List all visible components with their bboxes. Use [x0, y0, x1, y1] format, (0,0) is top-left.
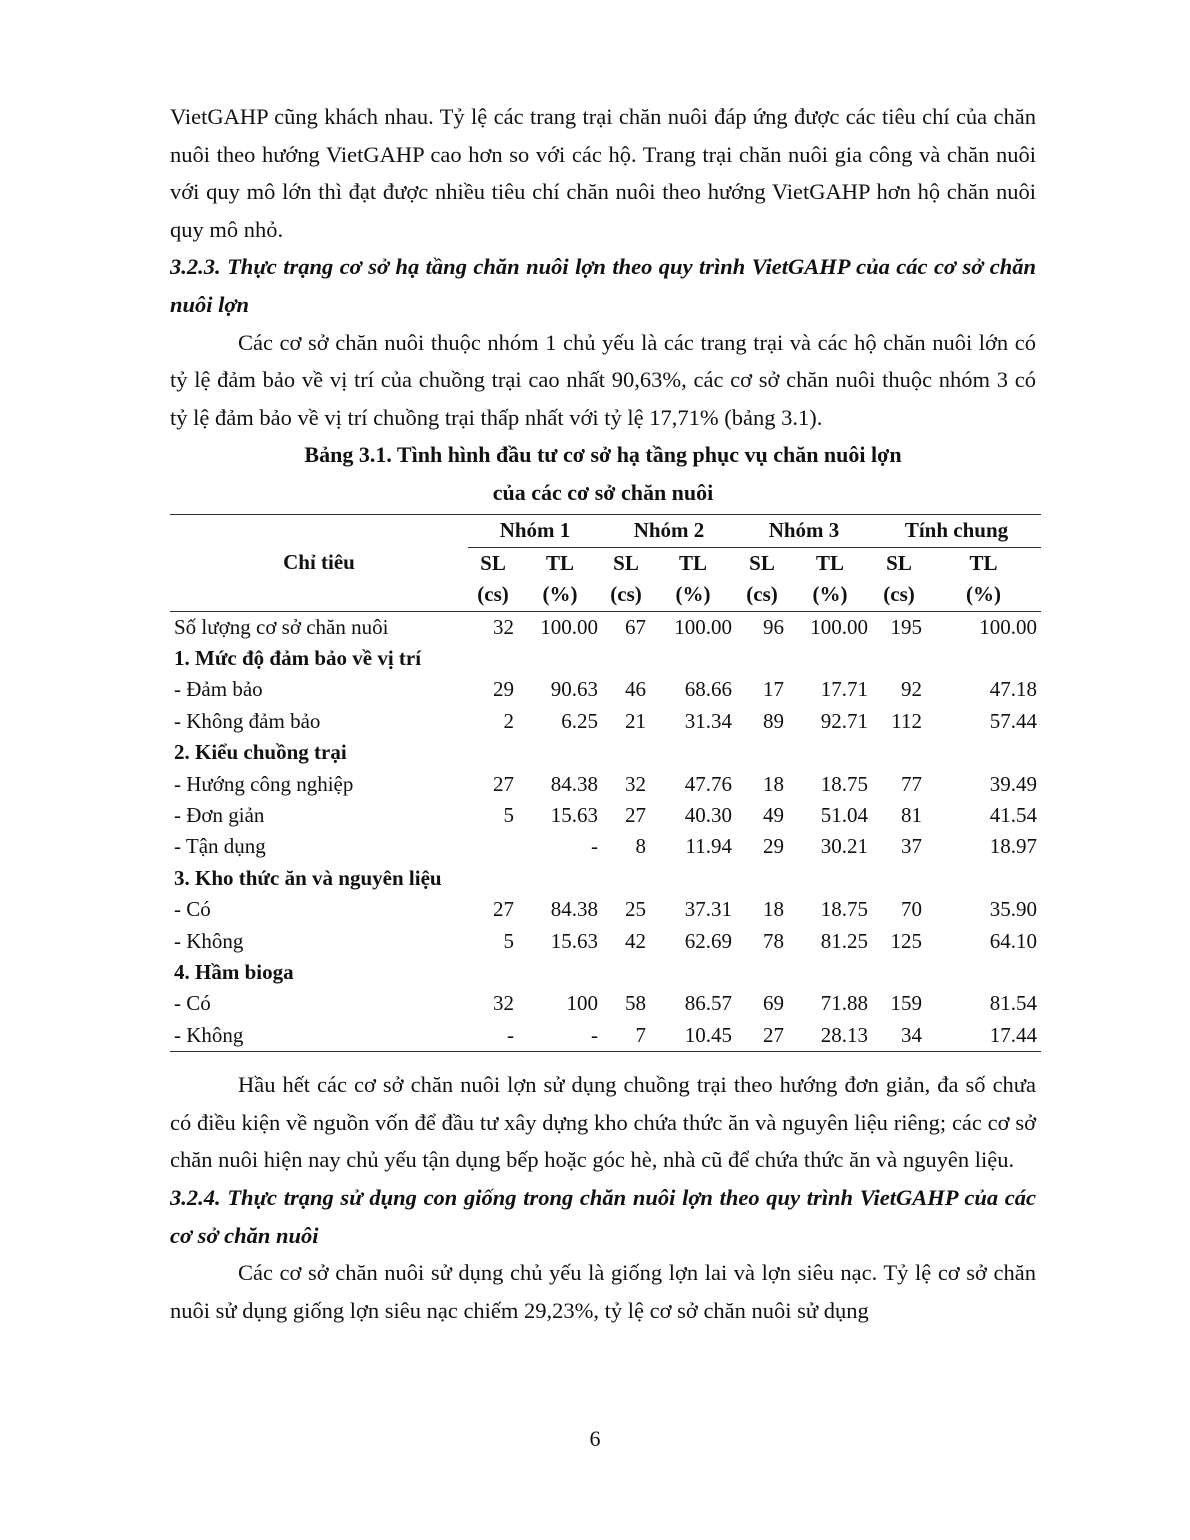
- section-heading-3-2-4: 3.2.4. Thực trạng sử dụng con giống trong chăn nuôi lợn theo quy trình VietGAHP của các cơ sở chăn nuôi: [170, 1185, 1036, 1248]
- cell-tl: 64.10: [989, 928, 1037, 953]
- row-label: Số lượng cơ sở chăn nuôi: [174, 614, 389, 639]
- header-unit-cs: (cs): [872, 579, 926, 611]
- cell-tl: 47.18: [989, 677, 1037, 702]
- table-row: [170, 1020, 1041, 1052]
- cell-sl: 70: [901, 897, 922, 922]
- cell-sl: 195: [890, 614, 922, 639]
- empty-cell: [602, 643, 650, 674]
- cell-tl: 84.38: [550, 771, 598, 796]
- header-sl: SL: [480, 550, 506, 575]
- table-row: [170, 926, 1041, 957]
- cell-sl: 46: [625, 677, 646, 702]
- header-tl: TL: [678, 550, 707, 575]
- cell-tl: 84.38: [550, 897, 598, 922]
- cell-tl: 40.30: [684, 803, 732, 827]
- cell-tl: 100.00: [810, 614, 868, 639]
- paragraph-after-table: Hầu hết các cơ sở chăn nuôi lợn sử dụng chuồng trại theo hướng đơn giản, đa số chưa có điều kiện về nguồn vốn để đầu tư xây dựng kho chứa thức ăn và nguyên liệu riêng; các cơ sở chăn nuôi hiện nay chủ yếu tận dụng bếp hoặc góc hè, nhà cũ để chứa thức ăn và nguyên liệu.: [170, 1072, 1036, 1173]
- cell-tl: 62.69: [684, 928, 732, 953]
- table-section-row: [170, 863, 1041, 894]
- cell-tl: 31.34: [684, 708, 732, 733]
- cell-sl: 92: [901, 677, 922, 702]
- cell-tl: 71.88: [820, 991, 868, 1016]
- row-label: - Đơn giản: [174, 803, 265, 827]
- empty-cell: [926, 643, 1041, 674]
- cell-tl: 81.25: [820, 928, 868, 953]
- header-group-total: Tính chung: [872, 515, 1041, 547]
- row-label: - Hướng công nghiệp: [174, 771, 354, 796]
- row-label: - Có: [174, 897, 211, 922]
- cell-sl: 32: [493, 991, 514, 1016]
- table-header-groups: [170, 515, 1041, 547]
- cell-sl: 27: [493, 897, 514, 922]
- cell-tl: 10.45: [684, 1022, 732, 1047]
- cell-sl: 37: [901, 834, 922, 859]
- cell-sl: 18: [763, 771, 784, 796]
- header-sl: SL: [613, 550, 639, 575]
- cell-sl: 69: [763, 991, 784, 1016]
- table-row: [170, 831, 1041, 862]
- header-tl: TL: [815, 550, 844, 575]
- cell-sl: 18: [763, 897, 784, 922]
- table-caption-line1: Bảng 3.1. Tình hình đầu tư cơ sở hạ tầng phục vụ chăn nuôi lợn: [304, 442, 902, 468]
- cell-sl: 96: [763, 614, 784, 639]
- cell-tl: 51.04: [820, 803, 868, 827]
- header-unit-cs: (cs): [736, 579, 788, 611]
- row-label: - Không: [174, 1022, 244, 1047]
- cell-sl: 5: [503, 928, 514, 953]
- empty-cell: [872, 863, 926, 894]
- cell-sl: 7: [635, 1022, 646, 1047]
- header-group-3: Nhóm 3: [736, 515, 872, 547]
- cell-tl: 92.71: [820, 708, 868, 733]
- table-row: [170, 769, 1041, 800]
- row-label: - Đảm bảo: [174, 677, 263, 702]
- row-label: - Không: [174, 928, 244, 953]
- empty-cell: [468, 863, 518, 894]
- cell-sl: 159: [890, 991, 922, 1016]
- cell-tl: 18.75: [820, 897, 868, 922]
- header-group-1: Nhóm 1: [468, 515, 602, 547]
- cell-tl: 47.76: [684, 771, 732, 796]
- header-unit-pct: (%): [518, 579, 602, 611]
- header-unit-cs: (cs): [602, 579, 650, 611]
- table-caption-line2: của các cơ sở chăn nuôi: [492, 480, 714, 506]
- cell-tl: 15.63: [550, 928, 598, 953]
- cell-tl: -: [591, 834, 598, 859]
- cell-tl: 57.44: [989, 708, 1037, 733]
- cell-sl: 112: [891, 708, 922, 733]
- cell-tl: 17.44: [989, 1022, 1037, 1047]
- cell-sl: 29: [763, 834, 784, 859]
- header-unit-cs: (cs): [468, 579, 518, 611]
- empty-cell: [518, 863, 602, 894]
- cell-sl: -: [507, 1022, 514, 1047]
- cell-tl: -: [591, 1022, 598, 1047]
- cell-sl: 81: [901, 803, 922, 827]
- section-heading-3-2-3: 3.2.3. Thực trạng cơ sở hạ tầng chăn nuôi lợn theo quy trình VietGAHP của các cơ sở chăn nuôi lợn: [170, 254, 1036, 317]
- empty-cell: [872, 643, 926, 674]
- empty-cell: [788, 863, 872, 894]
- cell-tl: 100.00: [674, 614, 732, 639]
- empty-cell: [736, 863, 788, 894]
- empty-cell: [926, 737, 1041, 768]
- cell-sl: 5: [503, 803, 514, 827]
- empty-cell: [788, 737, 872, 768]
- row-label: - Tận dụng: [174, 834, 266, 859]
- empty-cell: [602, 863, 650, 894]
- empty-cell: [602, 957, 650, 988]
- table-row: [170, 988, 1041, 1019]
- header-tl: TL: [545, 550, 574, 575]
- empty-cell: [518, 737, 602, 768]
- cell-sl: 27: [625, 803, 646, 827]
- header-unit-pct: (%): [788, 579, 872, 611]
- cell-tl: 35.90: [989, 897, 1037, 922]
- empty-cell: [518, 957, 602, 988]
- empty-cell: [602, 737, 650, 768]
- empty-cell: [736, 643, 788, 674]
- cell-sl: 89: [763, 708, 784, 733]
- section-label: 2. Kiểu chuồng trại: [174, 740, 347, 765]
- empty-cell: [926, 957, 1041, 988]
- cell-sl: 29: [493, 677, 514, 702]
- cell-tl: 86.57: [684, 991, 732, 1016]
- empty-cell: [518, 643, 602, 674]
- empty-cell: [650, 643, 736, 674]
- empty-cell: [650, 863, 736, 894]
- table-section-row: [170, 643, 1041, 674]
- header-sl: SL: [886, 550, 912, 575]
- header-tl: TL: [969, 550, 998, 575]
- cell-sl: 25: [625, 897, 646, 922]
- empty-cell: [468, 643, 518, 674]
- cell-tl: 15.63: [550, 803, 598, 827]
- cell-sl: 21: [625, 708, 646, 733]
- header-unit-pct: (%): [650, 579, 736, 611]
- cell-tl: 6.25: [561, 708, 598, 733]
- table-row: [170, 706, 1041, 737]
- cell-sl: 8: [635, 834, 646, 859]
- table-body: [170, 611, 1041, 1052]
- empty-cell: [926, 863, 1041, 894]
- cell-sl: 32: [625, 771, 646, 796]
- empty-cell: [468, 957, 518, 988]
- cell-sl: 125: [890, 928, 922, 953]
- document-page: [170, 98, 1036, 1329]
- cell-tl: 11.94: [685, 834, 732, 859]
- empty-cell: [736, 957, 788, 988]
- empty-cell: [788, 957, 872, 988]
- empty-cell: [872, 957, 926, 988]
- empty-cell: [736, 737, 788, 768]
- header-group-2: Nhóm 2: [602, 515, 736, 547]
- cell-sl: 17: [763, 677, 784, 702]
- empty-cell: [650, 737, 736, 768]
- cell-sl: 78: [763, 928, 784, 953]
- cell-tl: 90.63: [550, 677, 598, 702]
- empty-cell: [872, 737, 926, 768]
- cell-tl: 17.71: [820, 677, 868, 702]
- cell-sl: 49: [763, 803, 784, 827]
- cell-sl: 34: [901, 1022, 922, 1047]
- cell-tl: 100.00: [979, 614, 1037, 639]
- cell-sl: [468, 831, 518, 862]
- cell-tl: 100.00: [540, 614, 598, 639]
- row-label: - Không đảm bảo: [174, 708, 321, 733]
- section-label: 3. Kho thức ăn và nguyên liệu: [174, 865, 442, 890]
- empty-cell: [650, 957, 736, 988]
- paragraph-intro: VietGAHP cũng khách nhau. Tỷ lệ các trang trại chăn nuôi đáp ứng được các tiêu chí của chăn nuôi theo hướng VietGAHP cao hơn so với các hộ. Trang trại chăn nuôi gia công và chăn nuôi với quy mô lớn thì đạt được nhiều tiêu chí chăn nuôi theo hướng VietGAHP hơn hộ chăn nuôi quy mô nhỏ.: [170, 104, 1036, 242]
- header-unit-pct: (%): [926, 579, 1041, 611]
- cell-sl: 42: [625, 928, 646, 953]
- page-number: 6: [589, 1426, 601, 1451]
- cell-sl: 58: [625, 991, 646, 1016]
- paragraph-3-2-4: Các cơ sở chăn nuôi sử dụng chủ yếu là giống lợn lai và lợn siêu nạc. Tỷ lệ cơ sở chăn nuôi sử dụng giống lợn siêu nạc chiếm 29,23%, tỷ lệ cơ sở chăn nuôi sử dụng: [170, 1260, 1036, 1323]
- cell-sl: 77: [901, 771, 922, 796]
- table-caption: [170, 436, 1036, 512]
- paragraph-3-2-3: Các cơ sở chăn nuôi thuộc nhóm 1 chủ yếu là các trang trại và các hộ chăn nuôi lớn có tỷ lệ đảm bảo về vị trí của chuồng trại cao nhất 90,63%, các cơ sở chăn nuôi thuộc nhóm 3 có tỷ lệ đảm bảo về vị trí chuồng trại thấp nhất với tỷ lệ 17,71% (bảng 3.1).: [170, 329, 1036, 430]
- cell-tl: 18.97: [989, 834, 1037, 859]
- section-label: 4. Hầm bioga: [174, 960, 294, 985]
- header-sl: SL: [749, 550, 775, 575]
- row-label: - Có: [174, 991, 211, 1016]
- cell-tl: 28.13: [820, 1022, 868, 1047]
- cell-sl: 32: [493, 614, 514, 639]
- cell-tl: 37.31: [684, 897, 732, 922]
- cell-tl: 100: [566, 991, 598, 1016]
- cell-tl: 81.54: [989, 991, 1037, 1016]
- empty-cell: [468, 737, 518, 768]
- cell-sl: 67: [625, 614, 646, 639]
- cell-tl: 68.66: [684, 677, 732, 702]
- cell-tl: 18.75: [820, 771, 868, 796]
- table-row: [170, 611, 1041, 643]
- section-label: 1. Mức độ đảm bảo về vị trí: [174, 645, 422, 670]
- table-row: [170, 894, 1041, 925]
- table-section-row: [170, 737, 1041, 768]
- table-section-row: [170, 957, 1041, 988]
- cell-tl: 41.54: [989, 803, 1037, 827]
- table-row: [170, 674, 1041, 705]
- cell-tl: 39.49: [989, 771, 1037, 796]
- cell-sl: 27: [763, 1022, 784, 1047]
- cell-tl: 30.21: [820, 834, 868, 859]
- table-row: [170, 800, 1041, 831]
- cell-sl: 27: [493, 771, 514, 796]
- cell-sl: 2: [503, 708, 514, 733]
- header-chi-tieu: Chỉ tiêu: [170, 515, 468, 611]
- data-table: [170, 514, 1041, 1052]
- empty-cell: [788, 643, 872, 674]
